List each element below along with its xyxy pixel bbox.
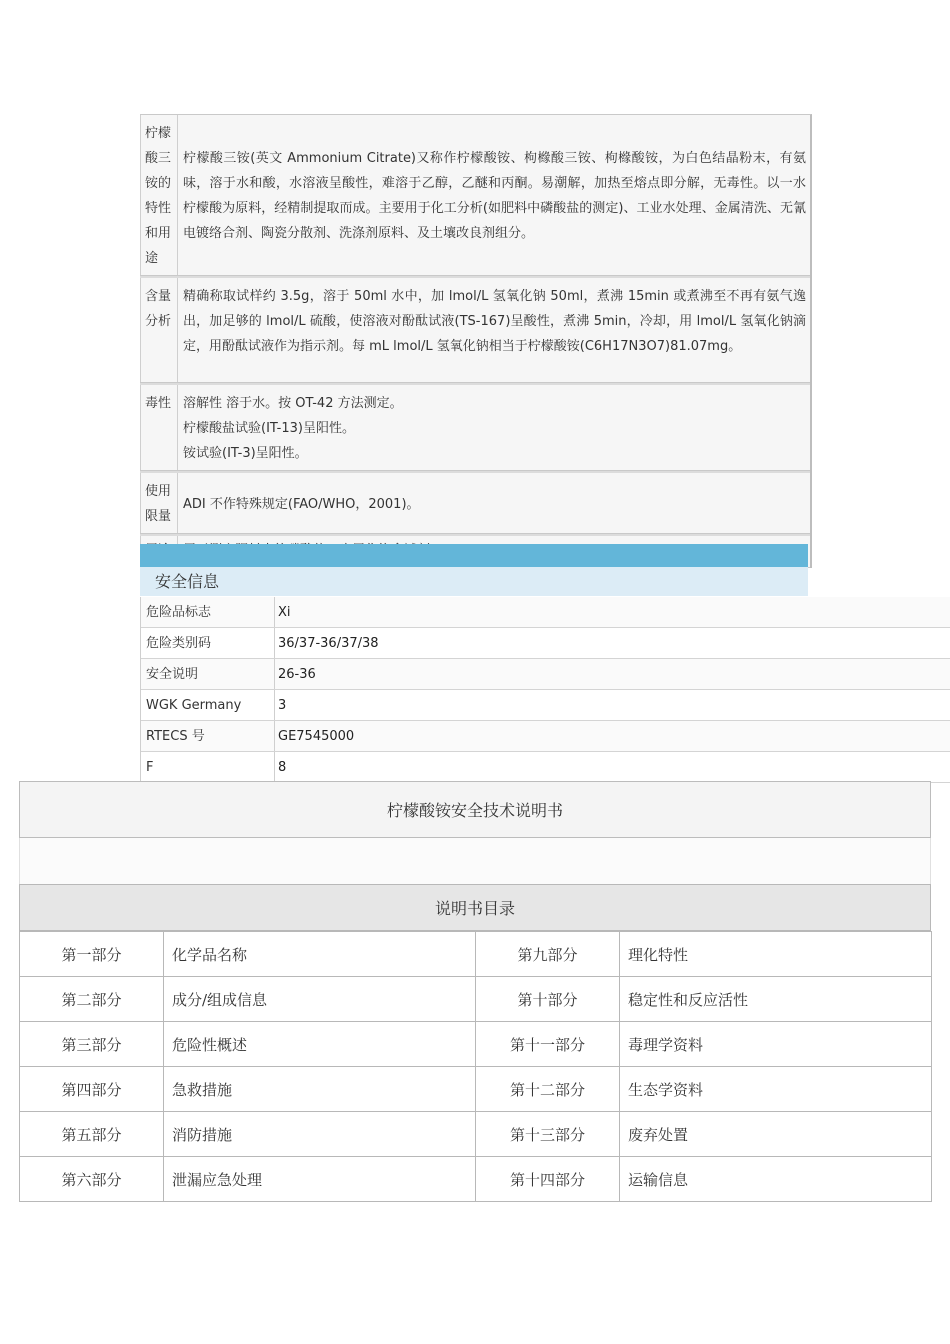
properties-table — [140, 114, 812, 568]
safety-row — [141, 690, 950, 721]
property-value — [178, 473, 810, 533]
property-label: 使用限量 — [140, 473, 178, 533]
safety-value: 8 — [278, 760, 287, 775]
property-row-limit — [140, 471, 810, 534]
toc-section-name[interactable]: 危险性概述 — [164, 1022, 476, 1067]
safety-value: 26-36 — [278, 667, 316, 682]
toc-row — [20, 1157, 932, 1202]
toc-section-number[interactable]: 第六部分 — [20, 1157, 164, 1202]
toc-section-number[interactable]: 第二部分 — [20, 977, 164, 1022]
toc-section-name[interactable]: 泄漏应急处理 — [164, 1157, 476, 1202]
safety-table — [140, 597, 950, 783]
safety-value: 3 — [278, 698, 287, 713]
toc-row — [20, 977, 932, 1022]
toc-section-name[interactable]: 生态学资料 — [620, 1067, 932, 1112]
safety-value: 36/37-36/37/38 — [278, 636, 379, 651]
safety-row — [141, 721, 950, 752]
property-row-features — [140, 115, 810, 276]
property-label: 毒性 — [140, 385, 178, 470]
safety-heading: 安全信息 — [140, 567, 808, 596]
toc-title: 说明书目录 — [19, 884, 931, 931]
toc-section-number[interactable]: 第十一部分 — [476, 1022, 620, 1067]
toc-section-number[interactable]: 第十三部分 — [476, 1112, 620, 1157]
toc-section-name[interactable]: 理化特性 — [620, 932, 932, 977]
property-text: ADI 不作特殊规定(FAO/WHO，2001)。 — [183, 496, 420, 512]
safety-label: 危险品标志 — [141, 597, 275, 627]
property-row-toxicity — [140, 383, 810, 471]
property-value — [178, 385, 810, 470]
safety-value: Xi — [278, 605, 291, 620]
toc-row — [20, 1112, 932, 1157]
safety-label: F — [141, 752, 275, 782]
toc-section-number[interactable]: 第一部分 — [20, 932, 164, 977]
msds-spacer — [19, 838, 931, 884]
toc-section-number[interactable]: 第十四部分 — [476, 1157, 620, 1202]
toc-section-name[interactable]: 稳定性和反应活性 — [620, 977, 932, 1022]
toc-section-number[interactable]: 第十二部分 — [476, 1067, 620, 1112]
toc-section-name[interactable]: 毒理学资料 — [620, 1022, 932, 1067]
safety-label: 危险类别码 — [141, 628, 275, 658]
toc-section-number[interactable]: 第五部分 — [20, 1112, 164, 1157]
property-label: 柠檬酸三铵的特性和用途 — [140, 115, 178, 275]
property-text: 溶解性 溶于水。按 OT-42 方法测定。 — [183, 396, 403, 411]
toc-section-name[interactable]: 成分/组成信息 — [164, 977, 476, 1022]
safety-label: RTECS 号 — [141, 721, 275, 751]
property-row-assay — [140, 276, 810, 383]
property-text: 柠檬酸三铵(英文 Ammonium Citrate)又称作柠檬酸铵、枸橼酸三铵、枸橼酸铵，为白色结晶粉末，有氨味，溶于水和酸，水溶液呈酸性，难溶于乙醇，乙醚和丙酮。易潮解，加热至熔点即分解，无毒性。以一水柠檬酸为原料，经精制提取而成。主要用于化工分析(如肥料中磷酸盐的测定)、工业水处理、金属清洗、无氰电镀络合剂、陶瓷分散剂、洗涤剂原料、及土壤改良剂组分。 — [183, 151, 806, 241]
property-label: 含量分析 — [140, 278, 178, 382]
toc-row — [20, 932, 932, 977]
safety-header-bar — [140, 544, 808, 567]
toc-section-number[interactable]: 第九部分 — [476, 932, 620, 977]
toc-section-name[interactable]: 急救措施 — [164, 1067, 476, 1112]
toc-section-number[interactable]: 第十部分 — [476, 977, 620, 1022]
safety-row — [141, 752, 950, 783]
toc-section-name[interactable]: 废弃处置 — [620, 1112, 932, 1157]
safety-label: WGK Germany — [141, 690, 275, 720]
property-text: 铵试验(IT-3)呈阳性。 — [183, 446, 308, 461]
toc-row — [20, 1067, 932, 1112]
toc-section-number[interactable]: 第三部分 — [20, 1022, 164, 1067]
toc-section-name[interactable]: 化学品名称 — [164, 932, 476, 977]
property-text: 精确称取试样约 3.5g，溶于 50ml 水中，加 lmol/L 氢氧化钠 50ml，煮沸 15min 或煮沸至不再有氨气逸出，加足够的 lmol/L 硫酸，使溶液对酚酞试液(TS-167)呈酸性，煮沸 5min，冷却，用 lmol/L 氢氧化钠滴定，用酚酞试液作为指示剂。每 mL lmol/L 氢氧化钠相当于柠檬酸铵(C6H17N3O7)81.07mg。 — [183, 289, 806, 354]
toc-section-name[interactable]: 消防措施 — [164, 1112, 476, 1157]
toc-row — [20, 1022, 932, 1067]
toc-section-name[interactable]: 运输信息 — [620, 1157, 932, 1202]
safety-label: 安全说明 — [141, 659, 275, 689]
safety-row — [141, 659, 950, 690]
safety-row — [141, 628, 950, 659]
toc-table — [19, 931, 932, 1202]
toc-section-number[interactable]: 第四部分 — [20, 1067, 164, 1112]
safety-row — [141, 597, 950, 628]
msds-title: 柠檬酸铵安全技术说明书 — [19, 781, 931, 838]
property-value — [178, 278, 810, 382]
property-text: 柠檬酸盐试验(IT-13)呈阳性。 — [183, 421, 355, 436]
safety-value: GE7545000 — [278, 729, 355, 744]
property-value — [178, 115, 810, 275]
